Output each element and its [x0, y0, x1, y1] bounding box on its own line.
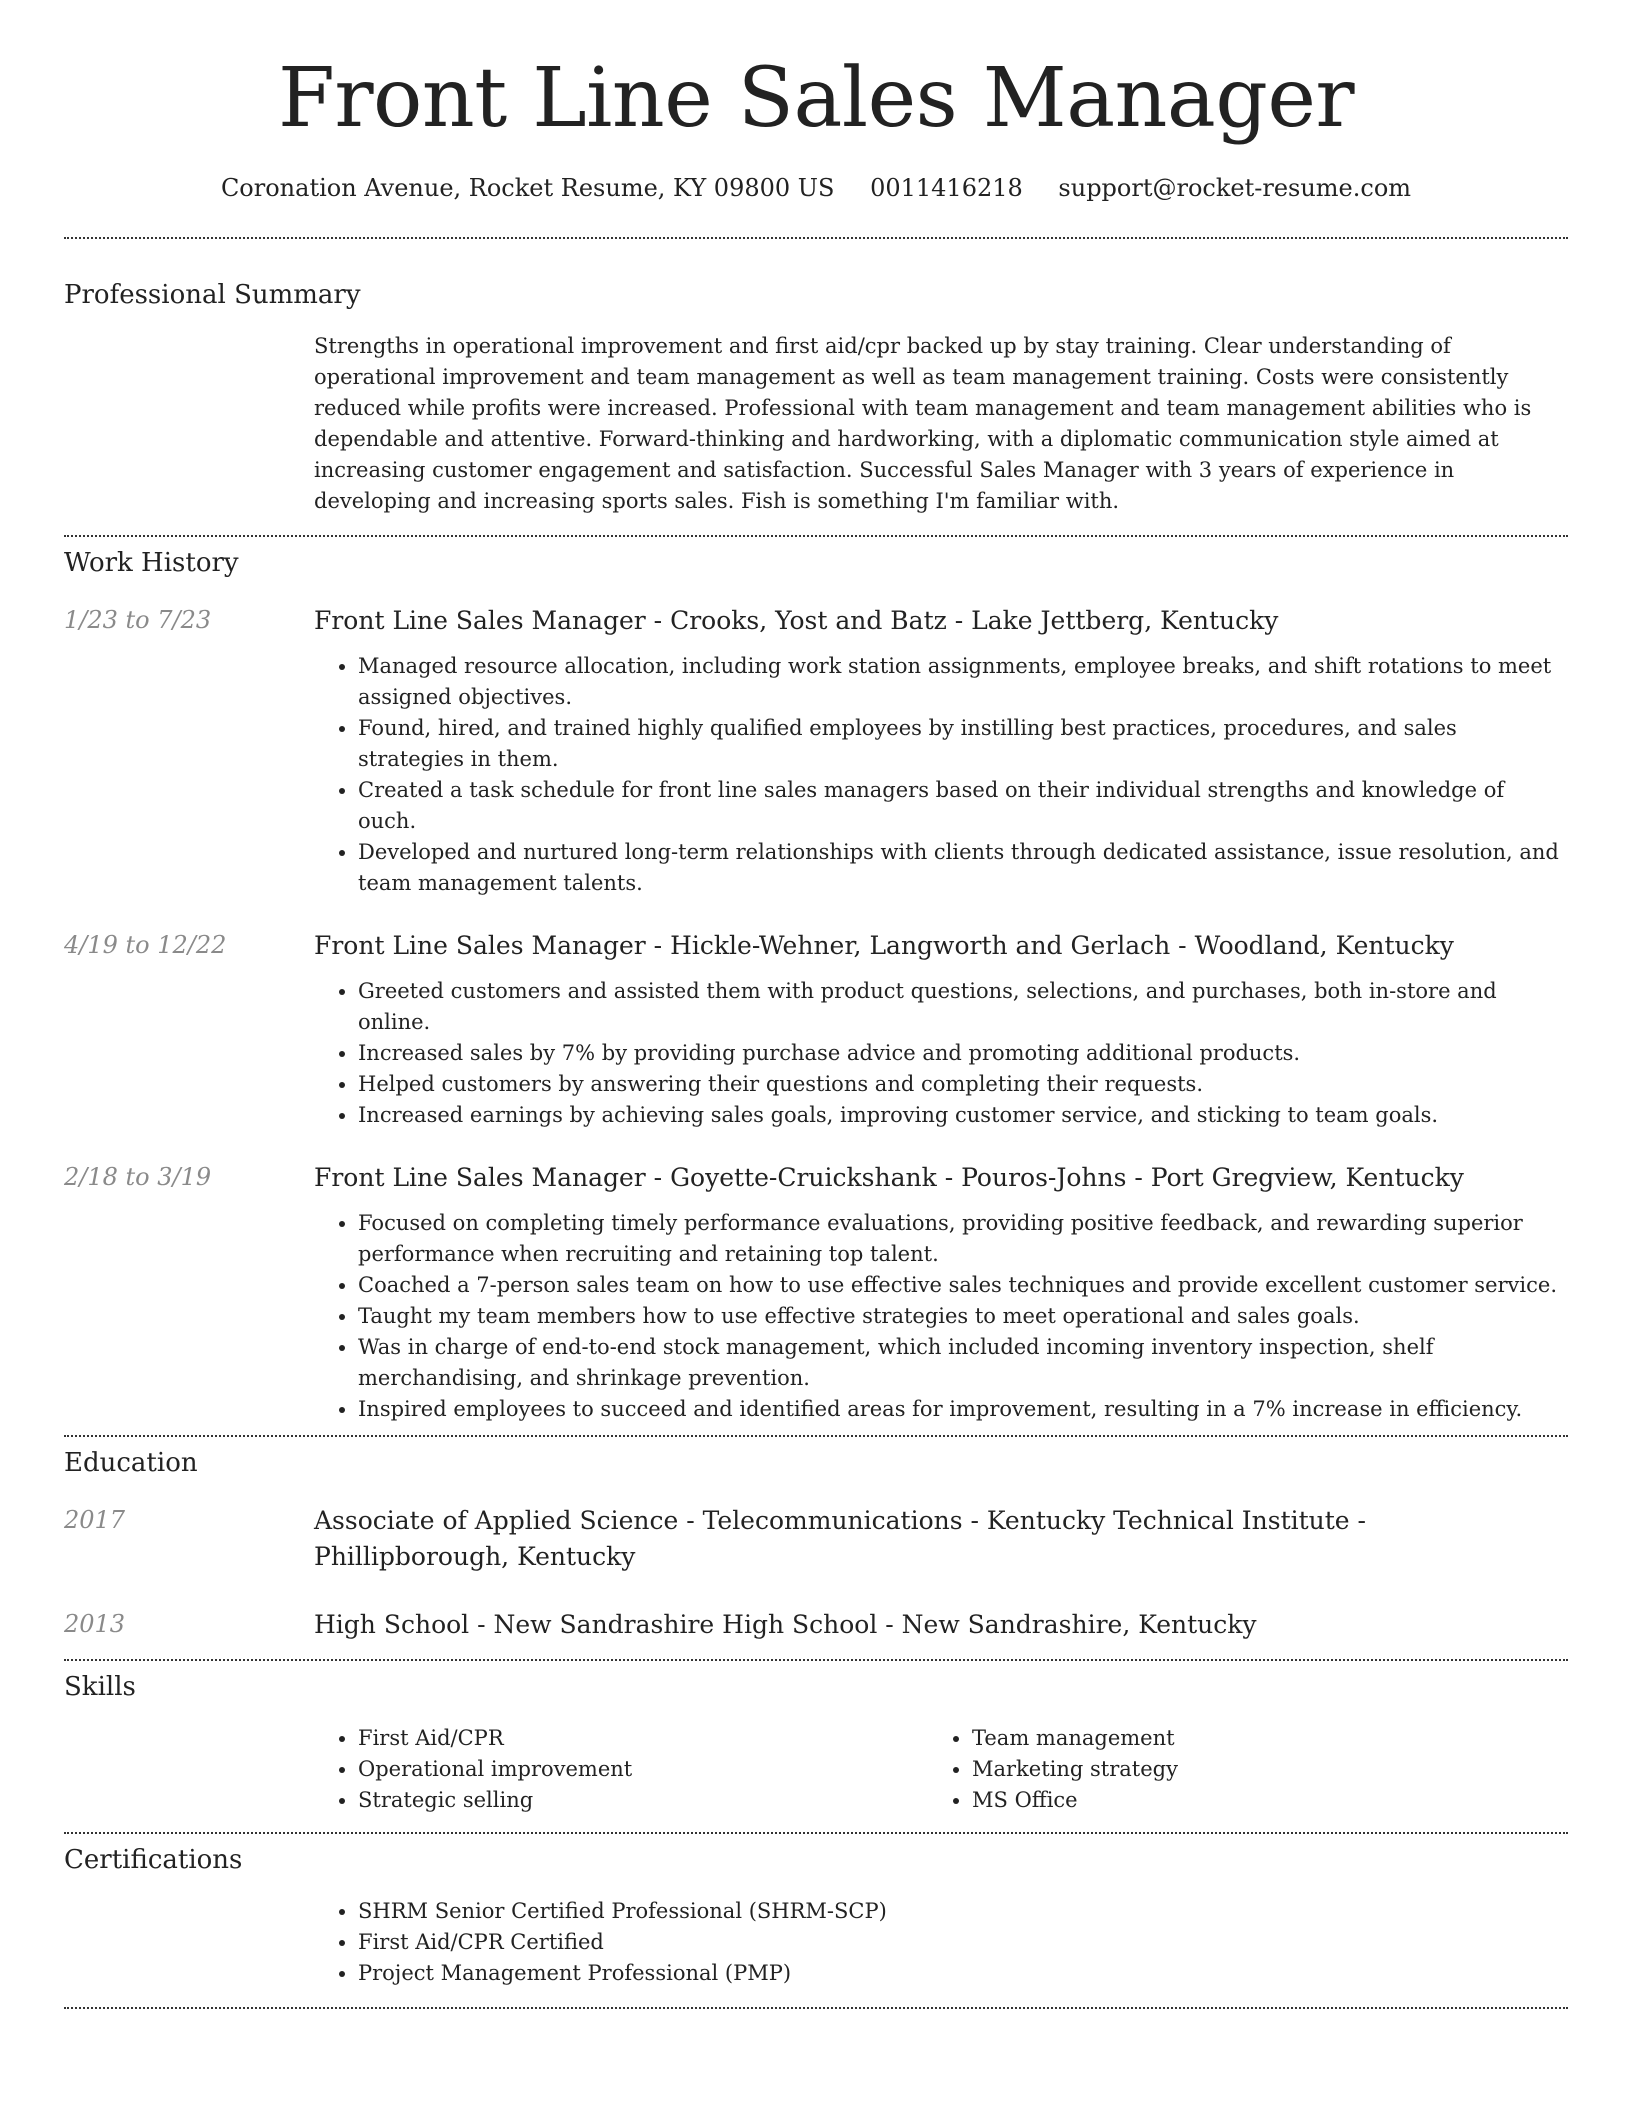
list-item: • Managed resource allocation, including work station assignments, employee breaks, and shift rotations to meet assigned objectives. [358, 651, 1568, 713]
job-heading: Front Line Sales Manager - Crooks, Yost and Batz - Lake Jettberg, Kentucky [314, 606, 1279, 635]
divider [64, 237, 1568, 239]
job-entry [64, 928, 1568, 1131]
list-item: • Helped customers by answering their questions and completing their requests. [358, 1069, 1568, 1100]
education-section [64, 1447, 1568, 1643]
list-item: • Strategic selling [358, 1785, 928, 1816]
education-year: 2013 [64, 1610, 126, 1638]
divider [64, 1435, 1568, 1437]
list-item: • Project Management Professional (PMP) [358, 1958, 1568, 1989]
list-item: • Inspired employees to succeed and identified areas for improvement, resulting in a 7% increase in efficiency. [358, 1394, 1568, 1425]
job-dates: 2/18 to 3/19 [64, 1163, 212, 1191]
list-item: • Greeted customers and assisted them with product questions, selections, and purchases, both in-store and online. [358, 976, 1568, 1038]
skills-section [64, 1671, 1568, 1816]
job-dates: 1/23 to 7/23 [64, 606, 212, 634]
certifications-section [64, 1844, 1568, 1989]
job-entry [64, 1160, 1568, 1425]
certifications-title: Certifications [64, 1845, 243, 1875]
resume-page [64, 0, 1568, 2009]
list-item: • First Aid/CPR Certified [358, 1927, 1568, 1958]
work-history-section [64, 547, 1568, 1425]
list-item: • First Aid/CPR [358, 1723, 928, 1754]
list-item: • Focused on completing timely performance evaluations, providing positive feedback, and rewarding superior performance when recruiting and retaining top talent. [358, 1208, 1568, 1270]
skills-title: Skills [64, 1672, 136, 1702]
contact-address: Coronation Avenue, Rocket Resume, KY 09800 US [220, 174, 835, 202]
list-item: • Team management [972, 1723, 1542, 1754]
education-entry [64, 1607, 1568, 1643]
job-bullets [314, 651, 1568, 899]
list-item: • Increased sales by 7% by providing purchase advice and promoting additional products. [358, 1038, 1568, 1069]
summary-text: Strengths in operational improvement and first aid/cpr backed up by stay training. Clear understanding of operational improvement and team management as well as team management training. Costs were consistently reduced while profits were increased. Professional with team management and team management abilities who is dependable and attentive. Forward-thinking and hardworking, with a diplomatic communication style aimed at increasing customer engagement and satisfaction. Successful Sales Manager with 3 years of experience in developing and increasing sports sales. Fish is something I'm familiar with. [314, 334, 1532, 513]
job-bullets [314, 1208, 1568, 1425]
contact-email: support@rocket-resume.com [1058, 174, 1412, 202]
education-heading: Associate of Applied Science - Telecommunications - Kentucky Technical Institute - Phillipborough, Kentucky [314, 1506, 1366, 1571]
list-item: • Developed and nurtured long-term relationships with clients through dedicated assistance, issue resolution, and team management talents. [358, 837, 1568, 899]
list-item: • Was in charge of end-to-end stock management, which included incoming inventory inspection, shelf merchandising, and shrinkage prevention. [358, 1332, 1568, 1394]
list-item: • Coached a 7-person sales team on how to use effective sales techniques and provide excellent customer service. [358, 1270, 1568, 1301]
education-entry [64, 1503, 1568, 1575]
summary-title: Professional Summary [64, 280, 361, 310]
education-year: 2017 [64, 1506, 126, 1534]
job-heading: Front Line Sales Manager - Goyette-Cruickshank - Pouros-Johns - Port Gregview, Kentucky [314, 1163, 1464, 1192]
education-title: Education [64, 1448, 198, 1478]
list-item: • MS Office [972, 1785, 1542, 1816]
contact-line [64, 173, 1568, 203]
list-item: • Increased earnings by achieving sales goals, improving customer service, and sticking to team goals. [358, 1100, 1568, 1131]
job-dates: 4/19 to 12/22 [64, 931, 227, 959]
education-heading: High School - New Sandrashire High School - New Sandrashire, Kentucky [314, 1610, 1257, 1639]
divider [64, 535, 1568, 537]
list-item: • Created a task schedule for front line sales managers based on their individual strengths and knowledge of ouch. [358, 775, 1568, 837]
contact-phone: 0011416218 [870, 174, 1023, 202]
divider [64, 1659, 1568, 1661]
candidate-name: Front Line Sales Manager [277, 51, 1355, 146]
list-item: • SHRM Senior Certified Professional (SHRM-SCP) [358, 1896, 1568, 1927]
skills-column-left [314, 1723, 928, 1816]
skills-list [314, 1723, 1568, 1816]
work-history-title: Work History [64, 548, 239, 578]
list-item: • Taught my team members how to use effective strategies to meet operational and sales goals. [358, 1301, 1568, 1332]
summary-section [64, 279, 1568, 517]
list-item: • Marketing strategy [972, 1754, 1542, 1785]
job-heading: Front Line Sales Manager - Hickle-Wehner, Langworth and Gerlach - Woodland, Kentucky [314, 931, 1454, 960]
certifications-list [314, 1896, 1568, 1989]
list-item: • Found, hired, and trained highly qualified employees by instilling best practices, procedures, and sales strategies in them. [358, 713, 1568, 775]
divider [64, 2007, 1568, 2009]
list-item: • Operational improvement [358, 1754, 928, 1785]
divider [64, 1832, 1568, 1834]
job-entry [64, 603, 1568, 899]
skills-column-right [928, 1723, 1542, 1816]
job-bullets [314, 976, 1568, 1131]
